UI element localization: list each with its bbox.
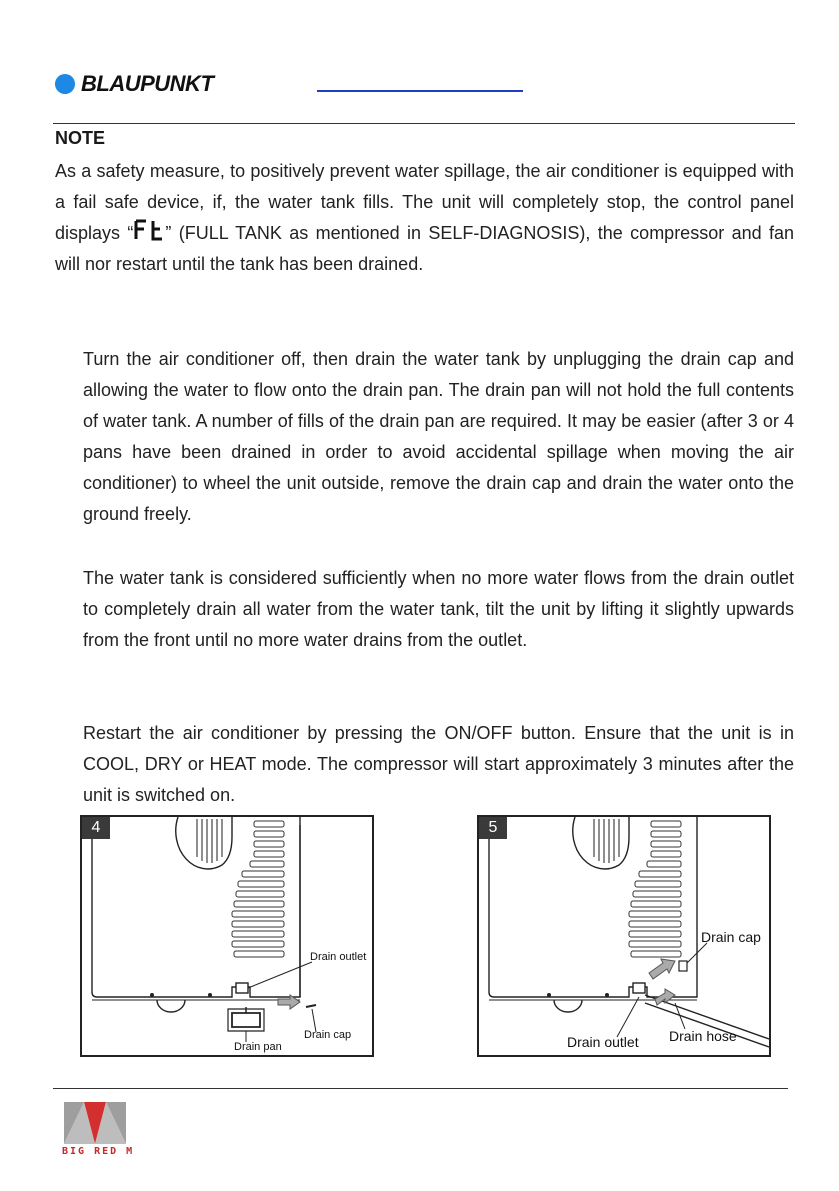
- figure-4-label-drain-pan: Drain pan: [234, 1041, 282, 1053]
- figure-5-label-drain-cap: Drain cap: [701, 929, 761, 945]
- figure-4-illustration: [82, 817, 372, 1055]
- note-title: NOTE: [55, 128, 106, 148]
- note-text-before: As a safety measure, to positively prevent water spillage, the air conditioner is equipped with a fail safe device, if, the water tank fills. The unit will completely stop, the control panel displays “: [55, 161, 794, 243]
- figure-4-label-drain-outlet: Drain outlet: [310, 951, 367, 963]
- figure-5-number: 5: [479, 817, 507, 839]
- figure-5-label-drain-outlet: Drain outlet: [567, 1034, 639, 1050]
- big-red-m-logo: [60, 1100, 130, 1146]
- step-paragraph-1: Turn the air conditioner off, then drain the water tank by unplugging the drain cap and allowing the water to flow onto the drain pan. The drain pan will not hold the full contents of water tank. A number of fills of the drain pan are required. It may be easier (after 3 or 4 pans have been drained in order to avoid accidental spillage when moving the air conditioner) to wheel the unit outside, remove the drain cap and drain the water onto the ground freely.: [83, 349, 794, 524]
- step-paragraph-3: Restart the air conditioner by pressing the ON/OFF button. Ensure that the unit is in COOL, DRY or HEAT mode. The compressor will start approximately 3 minutes after the unit is switched on.: [83, 723, 794, 805]
- header-divider: [53, 123, 795, 124]
- figure-4-number: 4: [82, 817, 110, 839]
- brand-dot-icon: [55, 74, 75, 94]
- figure-4: [80, 815, 374, 1057]
- brand-name: BLAUPUNKT: [81, 71, 214, 96]
- note-paragraph: [55, 156, 794, 280]
- brand-logo: [55, 71, 213, 97]
- full-tank-display-icon: [134, 219, 164, 241]
- figure-4-label-drain-cap: Drain cap: [304, 1029, 352, 1041]
- footer-logo-text: BIG RED M: [62, 1146, 135, 1157]
- header-link-underline[interactable]: [317, 90, 523, 92]
- note-text-after: ” (FULL TANK as mentioned in SELF-DIAGNOSIS), the compressor and fan will nor restart until the tank has been drained.: [55, 223, 794, 274]
- figure-5-label-drain-hose: Drain hose: [669, 1028, 737, 1044]
- step-paragraph-2: The water tank is considered sufficiently when no more water flows from the drain outlet to completely drain all water from the water tank, tilt the unit by lifting it slightly upwards from the front until no more water drains from the outlet.: [83, 568, 794, 650]
- footer-divider: [53, 1088, 788, 1089]
- figure-5: [477, 815, 771, 1057]
